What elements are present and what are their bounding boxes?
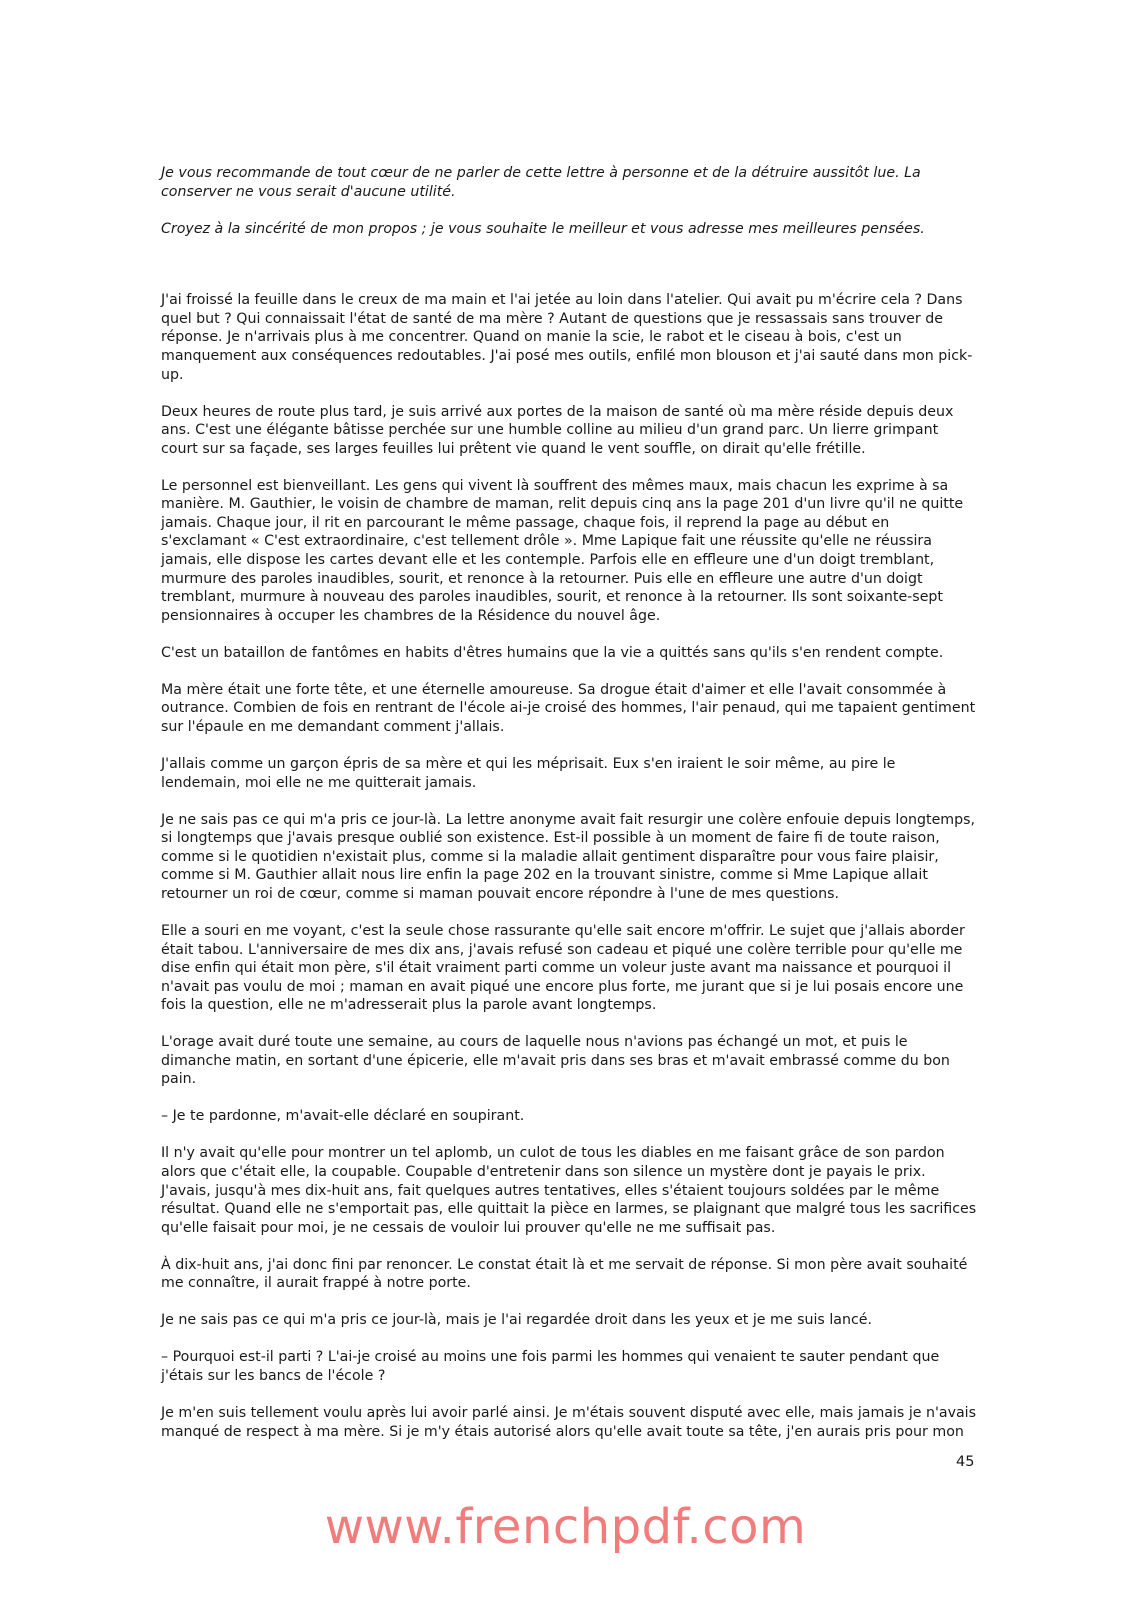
page-number: 45: [956, 1454, 975, 1470]
body-paragraph: L'orage avait duré toute une semaine, au cours de laquelle nous n'avions pas échangé un mot, et puis le dimanche matin, en sortant d'une épicerie, elle m'avait pris dans ses bras et m'avait embrassé comme du bon pain.: [161, 1034, 950, 1088]
body-paragraph: Il n'y avait qu'elle pour montrer un tel aplomb, un culot de tous les diables en me faisant grâce de son pardon alors que c'était elle, la coupable. Coupable d'entretenir dans son silence un mystère dont je payais le prix. J'avais, jusqu'à mes dix-huit ans, fait quelques autres tentatives, elles s'étaient toujours soldées par le même résultat. Quand elle ne s'emportait pas, elle quittait la pièce en larmes, se plaignant que malgré tous les sacrifices qu'elle faisait pour moi, je ne cessais de vouloir lui prouver qu'elle ne me suffisait pas.: [161, 1145, 977, 1236]
letter-paragraph: Croyez à la sincérité de mon propos ; je vous souhaite le meilleur et vous adresse mes meilleures pensées.: [161, 220, 925, 237]
body-paragraph: Le personnel est bienveillant. Les gens qui vivent là souffrent des mêmes maux, mais chacun les exprime à sa manière. M. Gauthier, le voisin de chambre de maman, relit depuis cinq ans la page 201 d'un livre qu'il ne quitte jamais. Chaque jour, il rit en parcourant le même passage, chaque fois, il reprend la page au début en s'exclamant « C'est extraordinaire, c'est tellement drôle ». Mme Lapique fait une réussite qu'elle ne réussira jamais, elle dispose les cartes devant elle et les contemple. Parfois elle en effleure une d'un doigt tremblant, murmure des paroles inaudibles, sourit, et renonce à la retourner. Puis elle en effleure une autre d'un doigt tremblant, murmure à nouveau des paroles inaudibles, sourit, et renonce à la retourner. Ils sont soixante-sept pensionnaires à occuper les chambres de la Résidence du nouvel âge.: [161, 477, 964, 624]
body-paragraph: J'ai froissé la feuille dans le creux de ma main et l'ai jetée au loin dans l'atelier. Qui avait pu m'écrire cela ? Dans quel but ? Qui connaissait l'état de santé de ma mère ? Autant de questions que je ressassais sans trouver de réponse. Je n'arrivais plus à me concentrer. Quand on manie la scie, le rabot et le ciseau à bois, c'est un manquement aux conséquences redoutables. J'ai posé mes outils, enfilé mon blouson et j'ai sauté dans mon pick-up.: [161, 292, 973, 383]
dialogue-line: – Pourquoi est-il parti ? L'ai-je croisé au moins une fois parmi les hommes qui venaient te sauter pendant que j'étais sur les bancs de l'école ?: [161, 1349, 940, 1384]
watermark-url: www.frenchpdf.com: [324, 1499, 807, 1555]
body-paragraph: Je ne sais pas ce qui m'a pris ce jour-là, mais je l'ai regardée droit dans les yeux et je me suis lancé.: [161, 1312, 873, 1329]
body-paragraph: Elle a souri en me voyant, c'est la seule chose rassurante qu'elle sait encore m'offrir. Le sujet que j'allais aborder était tabou. L'anniversaire de mes dix ans, j'avais refusé son cadeau et piqué une colère terrible pour qu'elle me dise enfin qui était mon père, s'il était vraiment parti comme un voleur juste avant ma naissance et pourquoi il n'avait pas voulu de moi ; maman en avait piqué une encore plus forte, me jurant que si je lui posais encore une fois la question, elle ne m'adresserait plus la parole avant longtemps.: [161, 922, 965, 1014]
body-paragraph: Ma mère était une forte tête, et une éternelle amoureuse. Sa drogue était d'aimer et elle l'avait consommée à outrance. Combien de fois en rentrant de l'école ai-je croisé des hommes, l'air penaud, qui me tapaient gentiment sur l'épaule en me demandant comment j'allais.: [161, 681, 976, 736]
body-paragraph: J'allais comme un garçon épris de sa mère et qui les méprisait. Eux s'en iraient le soir même, au pire le lendemain, moi elle ne me quitterait jamais.: [161, 756, 896, 791]
body-paragraph: Je ne sais pas ce qui m'a pris ce jour-là. La lettre anonyme avait fait resurgir une colère enfouie depuis longtemps, si longtemps que j'avais presque oublié son existence. Est-il possible à un moment de faire fi de toute raison, comme si le quotidien n'existait plus, comme si la maladie allait gentiment disparaître pour vous faire plaisir, comme si M. Gauthier allait nous lire enfin la page 202 en la trouvant sinistre, comme si Mme Lapique allait retourner un roi de cœur, comme si maman pouvait encore répondre à l'une de mes questions.: [161, 811, 976, 902]
dialogue-line: – Je te pardonne, m'avait-elle déclaré en soupirant.: [161, 1108, 525, 1125]
body-paragraph: Deux heures de route plus tard, je suis arrivé aux portes de la maison de santé où ma mère réside depuis deux ans. C'est une élégante bâtisse perchée sur une humble colline au milieu d'un grand parc. Un lierre grimpant court sur sa façade, ses larges feuilles lui prêtent vie quand le vent souffle, on dirait qu'elle frétille.: [161, 403, 954, 457]
page-content: [161, 164, 977, 1460]
body-paragraph: Je m'en suis tellement voulu après lui avoir parlé ainsi. Je m'étais souvent disputé avec elle, mais jamais je n'avais manqué de respect à ma mère. Si je m'y étais autorisé alors qu'elle avait toute sa tête, j'en aurais pris pour mon: [161, 1404, 977, 1440]
body-paragraph: C'est un bataillon de fantômes en habits d'êtres humains que la vie a quittés sans qu'ils s'en rendent compte.: [161, 644, 944, 661]
body-paragraph: À dix-huit ans, j'ai donc fini par renoncer. Le constat était là et me servait de réponse. Si mon père avait souhaité me connaître, il aurait frappé à notre porte.: [161, 1256, 968, 1292]
letter-paragraph: Je vous recommande de tout cœur de ne parler de cette lettre à personne et de la détruire aussitôt lue. La conserver ne vous serait d'aucune utilité.: [161, 165, 921, 200]
